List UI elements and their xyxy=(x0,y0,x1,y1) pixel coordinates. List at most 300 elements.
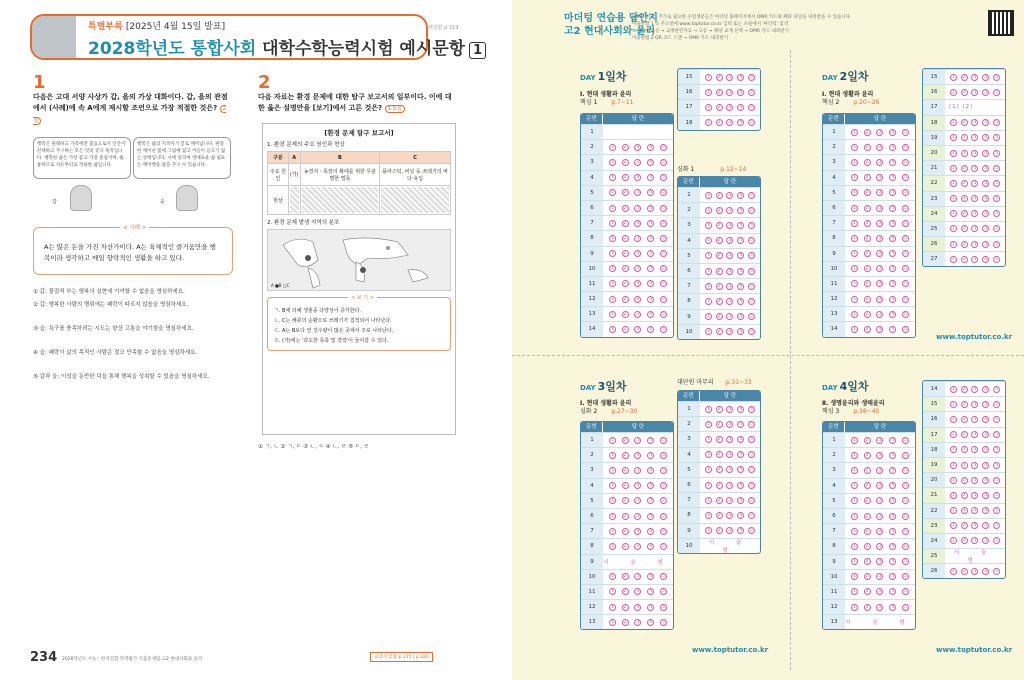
answer-bubble[interactable]: 5 xyxy=(660,144,667,151)
answer-bubble[interactable]: 4 xyxy=(737,482,744,489)
answer-bubble[interactable]: 4 xyxy=(647,189,654,196)
answer-bubble[interactable]: 2 xyxy=(961,195,968,202)
answer-bubble[interactable]: 1 xyxy=(950,180,957,187)
answer-bubble[interactable]: 5 xyxy=(660,573,667,580)
answer-bubble[interactable]: 2 xyxy=(864,235,871,242)
answer-bubble[interactable]: 3 xyxy=(876,588,883,595)
answer-bubble[interactable]: 3 xyxy=(876,482,883,489)
answer-bubble[interactable]: 5 xyxy=(902,144,909,151)
answer-bubble[interactable]: 3 xyxy=(971,537,978,544)
answer-bubble[interactable]: 5 xyxy=(660,205,667,212)
answer-bubble[interactable]: 3 xyxy=(634,497,641,504)
answer-bubble[interactable]: 4 xyxy=(982,74,989,81)
answer-bubble[interactable]: 2 xyxy=(864,588,871,595)
answer-bubble[interactable]: 3 xyxy=(876,174,883,181)
answer-bubble[interactable]: 2 xyxy=(622,452,629,459)
answer-bubble[interactable]: 5 xyxy=(748,466,755,473)
answer-bubble[interactable]: 3 xyxy=(726,451,733,458)
answer-bubble[interactable]: 3 xyxy=(726,104,733,111)
answer-bubble[interactable]: 3 xyxy=(726,466,733,473)
answer-bubble[interactable]: 1 xyxy=(609,265,616,272)
answer-bubble[interactable]: 4 xyxy=(889,604,896,611)
answer-bubble[interactable]: 5 xyxy=(660,497,667,504)
answer-bubble[interactable]: 1 xyxy=(705,283,712,290)
answer-bubble[interactable]: 1 xyxy=(851,205,858,212)
answer-bubble[interactable]: 2 xyxy=(716,119,723,126)
answer-bubble[interactable]: 3 xyxy=(876,280,883,287)
answer-bubble[interactable]: 3 xyxy=(726,192,733,199)
answer-bubble[interactable]: 1 xyxy=(851,558,858,565)
answer-bubble[interactable]: 2 xyxy=(716,268,723,275)
answer-bubble[interactable]: 3 xyxy=(634,144,641,151)
answer-bubble[interactable]: 5 xyxy=(902,159,909,166)
answer-bubble[interactable]: 4 xyxy=(889,280,896,287)
answer-bubble[interactable]: 4 xyxy=(647,543,654,550)
url-day4[interactable]: www.toptutor.co.kr xyxy=(936,646,1013,654)
answer-bubble[interactable]: 3 xyxy=(971,210,978,217)
answer-bubble[interactable]: 4 xyxy=(982,462,989,469)
answer-bubble[interactable]: 2 xyxy=(961,568,968,575)
answer-bubble[interactable]: 3 xyxy=(876,467,883,474)
answer-bubble[interactable]: 2 xyxy=(961,225,968,232)
answer-bubble[interactable]: 5 xyxy=(660,482,667,489)
answer-bubble[interactable]: 3 xyxy=(971,180,978,187)
answer-bubble[interactable]: 4 xyxy=(889,573,896,580)
answer-bubble[interactable]: 3 xyxy=(634,452,641,459)
answer-bubble[interactable]: 1 xyxy=(851,296,858,303)
answer-bubble[interactable]: 5 xyxy=(993,210,1000,217)
answer-bubble[interactable]: 1 xyxy=(705,406,712,413)
answer-bubble[interactable]: 2 xyxy=(864,220,871,227)
answer-bubble[interactable]: 2 xyxy=(622,144,629,151)
answer-bubble[interactable]: 4 xyxy=(647,296,654,303)
answer-bubble[interactable]: 5 xyxy=(993,119,1000,126)
answer-bubble[interactable]: 2 xyxy=(961,180,968,187)
answer-bubble[interactable]: 4 xyxy=(889,265,896,272)
answer-bubble[interactable]: 1 xyxy=(609,619,616,626)
answer-bubble[interactable]: 2 xyxy=(716,252,723,259)
answer-bubble[interactable]: 5 xyxy=(902,189,909,196)
answer-bubble[interactable]: 3 xyxy=(876,311,883,318)
answer-bubble[interactable]: 2 xyxy=(864,528,871,535)
answer-bubble[interactable]: 2 xyxy=(864,144,871,151)
answer-bubble[interactable]: 5 xyxy=(993,416,1000,423)
answer-bubble[interactable]: 3 xyxy=(971,150,978,157)
url-day2[interactable]: www.toptutor.co.kr xyxy=(936,333,1013,341)
answer-bubble[interactable]: 3 xyxy=(876,265,883,272)
answer-bubble[interactable]: 1 xyxy=(950,477,957,484)
answer-bubble[interactable]: 2 xyxy=(961,416,968,423)
answer-bubble[interactable]: 3 xyxy=(971,119,978,126)
answer-bubble[interactable]: 1 xyxy=(609,174,616,181)
answer-bubble[interactable]: 1 xyxy=(609,311,616,318)
answer-bubble[interactable]: 4 xyxy=(889,467,896,474)
answer-bubble[interactable]: 1 xyxy=(609,144,616,151)
answer-bubble[interactable]: 1 xyxy=(609,189,616,196)
answer-bubble[interactable]: 5 xyxy=(748,512,755,519)
answer-bubble[interactable]: 4 xyxy=(737,313,744,320)
answer-bubble[interactable]: 5 xyxy=(748,298,755,305)
answer-bubble[interactable]: 4 xyxy=(647,604,654,611)
answer-bubble[interactable]: 1 xyxy=(851,528,858,535)
answer-bubble[interactable]: 1 xyxy=(851,144,858,151)
answer-bubble[interactable]: 3 xyxy=(726,74,733,81)
answer-bubble[interactable]: 1 xyxy=(705,298,712,305)
answer-bubble[interactable]: 2 xyxy=(864,311,871,318)
answer-bubble[interactable]: 2 xyxy=(961,119,968,126)
answer-bubble[interactable]: 3 xyxy=(971,386,978,393)
answer-bubble[interactable]: 5 xyxy=(660,159,667,166)
q1-option-5[interactable]: ⑤ 갑과 을: 이성을 동반한 덕을 통해 행복을 성취할 수 있음을 명심하세요. xyxy=(33,374,210,380)
answer-bubble[interactable]: 4 xyxy=(737,512,744,519)
answer-bubble[interactable]: 5 xyxy=(993,431,1000,438)
answer-bubble[interactable]: 1 xyxy=(950,537,957,544)
answer-bubble[interactable]: 2 xyxy=(864,326,871,333)
answer-bubble[interactable]: 2 xyxy=(716,192,723,199)
answer-bubble[interactable]: 3 xyxy=(726,436,733,443)
answer-bubble[interactable]: 2 xyxy=(622,497,629,504)
answer-bubble[interactable]: 5 xyxy=(993,446,1000,453)
answer-bubble[interactable]: 3 xyxy=(876,452,883,459)
answer-bubble[interactable]: 1 xyxy=(950,74,957,81)
answer-bubble[interactable]: 4 xyxy=(647,311,654,318)
q1-option-1[interactable]: ① 갑: 물질적 부는 행복의 실현에 기여할 수 없음을 명심하세요. xyxy=(33,289,185,295)
answer-bubble[interactable]: 1 xyxy=(705,328,712,335)
answer-bubble[interactable]: 2 xyxy=(864,189,871,196)
answer-bubble[interactable]: 5 xyxy=(748,207,755,214)
answer-bubble[interactable]: 5 xyxy=(660,326,667,333)
answer-bubble[interactable]: 3 xyxy=(876,528,883,535)
answer-bubble[interactable]: 1 xyxy=(950,134,957,141)
answer-bubble[interactable]: 5 xyxy=(902,326,909,333)
answer-bubble[interactable]: 5 xyxy=(748,527,755,534)
answer-bubble[interactable]: 2 xyxy=(622,326,629,333)
answer-bubble[interactable]: 3 xyxy=(634,250,641,257)
answer-bubble[interactable]: 5 xyxy=(902,604,909,611)
answer-bubble[interactable]: 1 xyxy=(950,401,957,408)
answer-bubble[interactable]: 4 xyxy=(982,416,989,423)
answer-bubble[interactable]: 4 xyxy=(647,326,654,333)
answer-bubble[interactable]: 1 xyxy=(950,416,957,423)
answer-bubble[interactable]: 4 xyxy=(647,513,654,520)
answer-bubble[interactable]: 5 xyxy=(993,89,1000,96)
answer-bubble[interactable]: 5 xyxy=(902,129,909,136)
answer-bubble[interactable]: 2 xyxy=(961,386,968,393)
answer-bubble[interactable]: 3 xyxy=(634,604,641,611)
answer-bubble[interactable]: 5 xyxy=(748,237,755,244)
answer-bubble[interactable]: 3 xyxy=(634,205,641,212)
answer-bubble[interactable]: 4 xyxy=(889,220,896,227)
answer-bubble[interactable]: 2 xyxy=(716,436,723,443)
answer-bubble[interactable]: 3 xyxy=(726,222,733,229)
answer-bubble[interactable]: 5 xyxy=(660,189,667,196)
answer-bubble[interactable]: 2 xyxy=(622,220,629,227)
answer-bubble[interactable]: 3 xyxy=(876,144,883,151)
answer-bubble[interactable]: 2 xyxy=(864,513,871,520)
answer-bubble[interactable]: 2 xyxy=(716,222,723,229)
answer-bubble[interactable]: 1 xyxy=(851,129,858,136)
answer-bubble[interactable]: 3 xyxy=(634,326,641,333)
answer-bubble[interactable]: 3 xyxy=(876,129,883,136)
answer-bubble[interactable]: 4 xyxy=(737,328,744,335)
answer-bubble[interactable]: 2 xyxy=(864,604,871,611)
answer-bubble[interactable]: 5 xyxy=(902,220,909,227)
answer-bubble[interactable]: 5 xyxy=(993,241,1000,248)
answer-bubble[interactable]: 4 xyxy=(647,528,654,535)
answer-bubble[interactable]: 4 xyxy=(889,250,896,257)
answer-bubble[interactable]: 4 xyxy=(889,144,896,151)
answer-bubble[interactable]: 3 xyxy=(634,159,641,166)
answer-bubble[interactable]: 5 xyxy=(748,74,755,81)
answer-bubble[interactable]: 3 xyxy=(634,543,641,550)
answer-bubble[interactable]: 2 xyxy=(864,265,871,272)
answer-bubble[interactable]: 5 xyxy=(748,497,755,504)
answer-bubble[interactable]: 1 xyxy=(609,326,616,333)
answer-bubble[interactable]: 3 xyxy=(726,298,733,305)
answer-bubble[interactable]: 2 xyxy=(961,150,968,157)
answer-bubble[interactable]: 4 xyxy=(737,119,744,126)
answer-bubble[interactable]: 5 xyxy=(748,313,755,320)
answer-bubble[interactable]: 2 xyxy=(622,296,629,303)
answer-bubble[interactable]: 4 xyxy=(889,558,896,565)
answer-bubble[interactable]: 2 xyxy=(622,482,629,489)
answer-bubble[interactable]: 5 xyxy=(660,588,667,595)
answer-bubble[interactable]: 2 xyxy=(864,437,871,444)
answer-bubble[interactable]: 3 xyxy=(634,467,641,474)
answer-bubble[interactable]: 4 xyxy=(647,235,654,242)
answer-bubble[interactable]: 1 xyxy=(609,205,616,212)
answer-bubble[interactable]: 2 xyxy=(961,165,968,172)
answer-bubble[interactable]: 3 xyxy=(876,296,883,303)
answer-bubble[interactable]: 3 xyxy=(876,220,883,227)
answer-bubble[interactable]: 2 xyxy=(864,159,871,166)
answer-bubble[interactable]: 5 xyxy=(748,328,755,335)
answer-bubble[interactable]: 2 xyxy=(961,522,968,529)
answer-bubble[interactable]: 1 xyxy=(705,497,712,504)
answer-bubble[interactable]: 5 xyxy=(993,462,1000,469)
answer-bubble[interactable]: 2 xyxy=(622,528,629,535)
answer-bubble[interactable]: 3 xyxy=(971,195,978,202)
answer-bubble[interactable]: 1 xyxy=(705,237,712,244)
answer-bubble[interactable]: 2 xyxy=(961,241,968,248)
answer-bubble[interactable]: 5 xyxy=(660,513,667,520)
answer-bubble[interactable]: 4 xyxy=(889,205,896,212)
answer-bubble[interactable]: 3 xyxy=(876,513,883,520)
answer-bubble[interactable]: 4 xyxy=(647,437,654,444)
answer-bubble[interactable]: 4 xyxy=(982,210,989,217)
answer-bubble[interactable]: 3 xyxy=(876,543,883,550)
answer-bubble[interactable]: 1 xyxy=(705,436,712,443)
answer-bubble[interactable]: 1 xyxy=(705,192,712,199)
answer-bubble[interactable]: 4 xyxy=(889,513,896,520)
answer-bubble[interactable]: 3 xyxy=(971,446,978,453)
answer-bubble[interactable]: 4 xyxy=(982,492,989,499)
answer-bubble[interactable]: 4 xyxy=(737,421,744,428)
answer-bubble[interactable]: 5 xyxy=(993,180,1000,187)
day4b-sheet[interactable] xyxy=(922,380,1006,579)
answer-bubble[interactable]: 4 xyxy=(982,180,989,187)
answer-bubble[interactable]: 5 xyxy=(993,134,1000,141)
answer-bubble[interactable]: 1 xyxy=(705,252,712,259)
answer-bubble[interactable]: 3 xyxy=(726,237,733,244)
answer-bubble[interactable]: 5 xyxy=(660,296,667,303)
answer-bubble[interactable]: 1 xyxy=(705,89,712,96)
answer-bubble[interactable]: 1 xyxy=(950,150,957,157)
answer-bubble[interactable]: 1 xyxy=(609,220,616,227)
answer-bubble[interactable]: 5 xyxy=(993,195,1000,202)
answer-bubble[interactable]: 1 xyxy=(851,588,858,595)
answer-bubble[interactable]: 5 xyxy=(660,437,667,444)
answer-bubble[interactable]: 3 xyxy=(634,619,641,626)
answer-bubble[interactable]: 2 xyxy=(716,74,723,81)
answer-bubble[interactable]: 4 xyxy=(737,451,744,458)
answer-bubble[interactable]: 2 xyxy=(716,482,723,489)
answer-bubble[interactable]: 4 xyxy=(647,205,654,212)
answer-bubble[interactable]: 4 xyxy=(889,326,896,333)
answer-bubble[interactable]: 5 xyxy=(748,222,755,229)
q1-option-4[interactable]: ④ 을: 쾌락이 삶의 목적인 사람은 결코 만족할 수 없음을 명심하세요. xyxy=(33,350,198,356)
answer-bubble[interactable]: 3 xyxy=(971,507,978,514)
answer-bubble[interactable]: 5 xyxy=(748,252,755,259)
answer-bubble[interactable]: 1 xyxy=(851,250,858,257)
answer-bubble[interactable]: 4 xyxy=(982,256,989,263)
answer-bubble[interactable]: 2 xyxy=(961,492,968,499)
answer-bubble[interactable]: 1 xyxy=(851,220,858,227)
answer-bubble[interactable]: 4 xyxy=(647,452,654,459)
answer-bubble[interactable]: 3 xyxy=(971,225,978,232)
answer-bubble[interactable]: 4 xyxy=(737,89,744,96)
answer-bubble[interactable]: 1 xyxy=(609,296,616,303)
answer-bubble[interactable]: 1 xyxy=(950,119,957,126)
answer-bubble[interactable]: 1 xyxy=(851,452,858,459)
answer-bubble[interactable]: 4 xyxy=(982,386,989,393)
answer-bubble[interactable]: 5 xyxy=(902,296,909,303)
answer-bubble[interactable]: 5 xyxy=(993,165,1000,172)
day3-sheet[interactable] xyxy=(580,421,674,630)
answer-bubble[interactable]: 1 xyxy=(609,482,616,489)
answer-bubble[interactable]: 4 xyxy=(737,192,744,199)
answer-bubble[interactable]: 2 xyxy=(622,235,629,242)
answer-bubble[interactable]: 4 xyxy=(982,165,989,172)
answer-bubble[interactable]: 5 xyxy=(902,311,909,318)
answer-bubble[interactable]: 1 xyxy=(950,225,957,232)
answer-bubble[interactable]: 5 xyxy=(748,192,755,199)
answer-bubble[interactable]: 4 xyxy=(982,195,989,202)
answer-bubble[interactable]: 4 xyxy=(647,467,654,474)
answer-bubble[interactable]: 2 xyxy=(864,482,871,489)
answer-bubble[interactable]: 2 xyxy=(864,296,871,303)
answer-bubble[interactable]: 3 xyxy=(634,235,641,242)
answer-bubble[interactable]: 5 xyxy=(748,436,755,443)
answer-bubble[interactable]: 5 xyxy=(748,119,755,126)
answer-bubble[interactable]: 1 xyxy=(950,431,957,438)
write-answer-field[interactable]: 서 술 형 xyxy=(603,559,673,566)
answer-bubble[interactable]: 1 xyxy=(609,159,616,166)
url-day3[interactable]: www.toptutor.co.kr xyxy=(692,646,769,654)
answer-bubble[interactable]: 2 xyxy=(716,527,723,534)
answer-bubble[interactable]: 3 xyxy=(971,74,978,81)
answer-bubble[interactable]: 3 xyxy=(971,522,978,529)
answer-bubble[interactable]: 3 xyxy=(971,416,978,423)
answer-bubble[interactable]: 3 xyxy=(634,296,641,303)
answer-bubble[interactable]: 4 xyxy=(982,446,989,453)
answer-bubble[interactable]: 2 xyxy=(716,497,723,504)
qr-code[interactable] xyxy=(988,10,1014,36)
answer-bubble[interactable]: 1 xyxy=(609,437,616,444)
answer-bubble[interactable]: 5 xyxy=(748,421,755,428)
answer-bubble[interactable]: 1 xyxy=(851,437,858,444)
answer-bubble[interactable]: 1 xyxy=(609,543,616,550)
answer-bubble[interactable]: 3 xyxy=(634,174,641,181)
answer-bubble[interactable]: 2 xyxy=(961,256,968,263)
day1b-sheet[interactable] xyxy=(677,176,761,340)
answer-bubble[interactable]: 3 xyxy=(876,497,883,504)
answer-bubble[interactable]: 4 xyxy=(889,129,896,136)
answer-bubble[interactable]: 1 xyxy=(851,573,858,580)
answer-bubble[interactable]: 1 xyxy=(851,265,858,272)
answer-bubble[interactable]: 1 xyxy=(609,467,616,474)
answer-bubble[interactable]: 4 xyxy=(889,588,896,595)
answer-bubble[interactable]: 3 xyxy=(726,328,733,335)
answer-bubble[interactable]: 4 xyxy=(647,588,654,595)
answer-bubble[interactable]: 3 xyxy=(971,568,978,575)
answer-bubble[interactable]: 5 xyxy=(993,150,1000,157)
answer-bubble[interactable]: 4 xyxy=(982,401,989,408)
answer-bubble[interactable]: 2 xyxy=(864,452,871,459)
answer-bubble[interactable]: 3 xyxy=(726,268,733,275)
answer-bubble[interactable]: 2 xyxy=(961,210,968,217)
answer-bubble[interactable]: 1 xyxy=(609,250,616,257)
answer-bubble[interactable]: 3 xyxy=(971,431,978,438)
answer-bubble[interactable]: 4 xyxy=(647,250,654,257)
answer-bubble[interactable]: 4 xyxy=(889,497,896,504)
answer-bubble[interactable]: 2 xyxy=(716,406,723,413)
answer-bubble[interactable]: 1 xyxy=(705,466,712,473)
answer-bubble[interactable]: 3 xyxy=(876,573,883,580)
answer-bubble[interactable]: 1 xyxy=(705,313,712,320)
answer-bubble[interactable]: 2 xyxy=(864,558,871,565)
answer-bubble[interactable]: 3 xyxy=(726,406,733,413)
answer-bubble[interactable]: 4 xyxy=(737,222,744,229)
answer-bubble[interactable]: 4 xyxy=(889,159,896,166)
answer-bubble[interactable]: 3 xyxy=(726,512,733,519)
answer-bubble[interactable]: 5 xyxy=(660,604,667,611)
answer-bubble[interactable]: 5 xyxy=(902,205,909,212)
answer-bubble[interactable]: 2 xyxy=(961,507,968,514)
answer-bubble[interactable]: 1 xyxy=(950,241,957,248)
answer-bubble[interactable]: 5 xyxy=(902,250,909,257)
answer-bubble[interactable]: 5 xyxy=(902,235,909,242)
answer-bubble[interactable]: 5 xyxy=(993,386,1000,393)
answer-bubble[interactable]: 1 xyxy=(705,421,712,428)
answer-bubble[interactable]: 5 xyxy=(748,283,755,290)
answer-bubble[interactable]: 4 xyxy=(982,89,989,96)
answer-bubble[interactable]: 3 xyxy=(726,527,733,534)
answer-bubble[interactable]: 3 xyxy=(971,134,978,141)
answer-bubble[interactable]: 3 xyxy=(726,252,733,259)
answer-bubble[interactable]: 3 xyxy=(971,401,978,408)
answer-bubble[interactable]: 3 xyxy=(876,437,883,444)
answer-bubble[interactable]: 4 xyxy=(737,104,744,111)
answer-bubble[interactable]: 3 xyxy=(634,280,641,287)
answer-bubble[interactable]: 5 xyxy=(748,268,755,275)
answer-bubble[interactable]: 4 xyxy=(889,235,896,242)
answer-bubble[interactable]: 5 xyxy=(902,513,909,520)
answer-bubble[interactable]: 4 xyxy=(982,537,989,544)
answer-bubble[interactable]: 1 xyxy=(950,386,957,393)
answer-bubble[interactable]: 1 xyxy=(851,482,858,489)
answer-bubble[interactable]: 3 xyxy=(634,528,641,535)
